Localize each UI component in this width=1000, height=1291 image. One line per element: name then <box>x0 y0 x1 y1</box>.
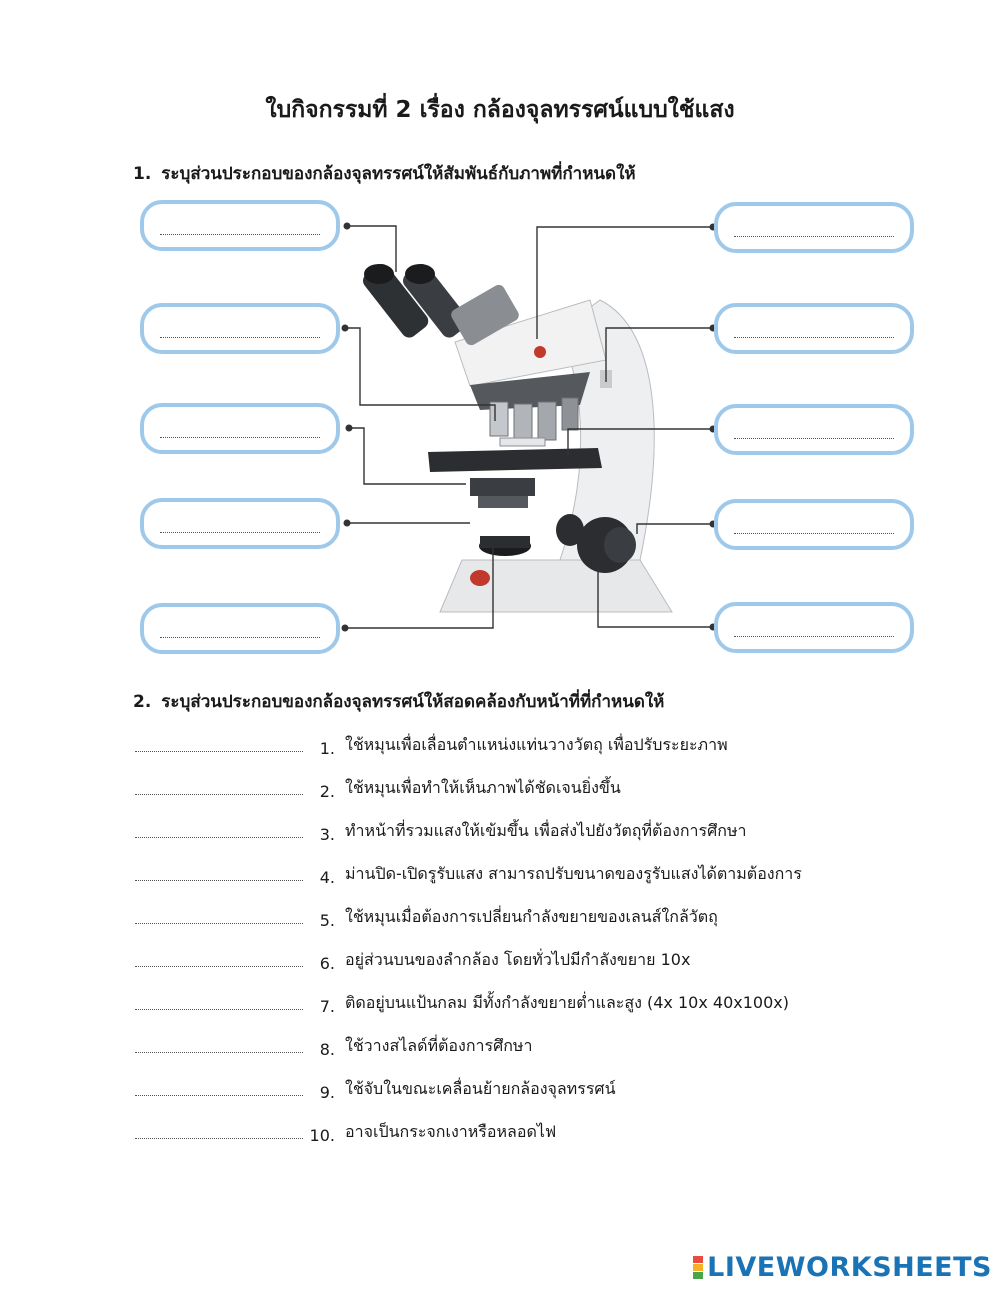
function-item-10 <box>135 1115 895 1145</box>
answer-box-right-4[interactable] <box>714 499 914 550</box>
focus-knob-illustration <box>556 514 636 573</box>
worksheet-title: ใบกิจกรรมที่ 2 เรื่อง กล้องจุลทรรศน์แบบใช้แสง <box>265 97 735 123</box>
item-text: ทำหน้าที่รวมแสงให้เข้มขึ้น เพื่อส่งไปยังวัตถุที่ต้องการศึกษา <box>345 821 747 840</box>
item-number: 4. <box>319 868 335 887</box>
item-text: ใช้วางสไลด์ที่ต้องการศึกษา <box>345 1036 533 1055</box>
item-number: 10. <box>309 1126 335 1145</box>
function-item-3 <box>135 814 895 844</box>
answer-box-left-2[interactable] <box>140 303 340 354</box>
answer-box-left-1[interactable] <box>140 200 340 251</box>
answer-blank-1[interactable] <box>135 750 303 752</box>
brand-name: LIVEWORKSHEETS <box>707 1251 992 1283</box>
question-1-heading <box>133 160 636 187</box>
answer-box-right-5[interactable] <box>714 602 914 653</box>
answer-box-right-1[interactable] <box>714 202 914 253</box>
question-1-text: ระบุส่วนประกอบของกล้องจุลทรรศน์ให้สัมพันธ์กับภาพที่กำหนดให้ <box>161 164 636 184</box>
answer-blank-7[interactable] <box>135 1008 303 1010</box>
item-number: 7. <box>319 997 335 1016</box>
function-item-2 <box>135 771 895 801</box>
leader-lines <box>345 226 713 628</box>
item-text: ติดอยู่บนแป้นกลม มีทั้งกำลังขยายต่ำและสูง (4x 10x 40x100x) <box>345 993 789 1012</box>
item-number: 9. <box>319 1083 335 1102</box>
item-number: 5. <box>319 911 335 930</box>
item-text: ใช้หมุนเมื่อต้องการเปลี่ยนกำลังขยายของเลนส์ใกล้วัตถุ <box>345 907 718 926</box>
item-text: อยู่ส่วนบนของลำกล้อง โดยทั่วไปมีกำลังขยาย 10x <box>345 950 691 969</box>
answer-blank-5[interactable] <box>135 922 303 924</box>
answer-blank-6[interactable] <box>135 965 303 967</box>
question-2-heading <box>133 688 664 715</box>
item-number: 6. <box>319 954 335 973</box>
function-item-1 <box>135 728 895 758</box>
item-number: 1. <box>319 739 335 758</box>
answer-blank-4[interactable] <box>135 879 303 881</box>
answer-box-left-4[interactable] <box>140 498 340 549</box>
function-item-6 <box>135 943 895 973</box>
function-item-4 <box>135 857 895 887</box>
item-text: ม่านปิด-เปิดรูรับแสง สามารถปรับขนาดของรูรับแสงได้ตามต้องการ <box>345 864 802 883</box>
item-text: ใช้จับในขณะเคลื่อนย้ายกล้องจุลทรรศน์ <box>345 1079 616 1098</box>
liveworksheets-logo-icon <box>693 1256 703 1279</box>
item-text: ใช้หมุนเพื่อเลื่อนตำแหน่งแท่นวางวัตถุ เพื่อปรับระยะภาพ <box>345 735 728 754</box>
leader-dots <box>342 223 717 632</box>
item-number: 2. <box>319 782 335 801</box>
answer-blank-3[interactable] <box>135 836 303 838</box>
answer-box-right-2[interactable] <box>714 303 914 354</box>
function-item-8 <box>135 1029 895 1059</box>
question-2-number: 2. <box>133 692 152 712</box>
question-1-number: 1. <box>133 164 152 184</box>
item-text: ใช้หมุนเพื่อทำให้เห็นภาพได้ชัดเจนยิ่งขึ้น <box>345 778 621 797</box>
function-item-9 <box>135 1072 895 1102</box>
answer-blank-2[interactable] <box>135 793 303 795</box>
answer-blank-10[interactable] <box>135 1137 303 1139</box>
item-number: 3. <box>319 825 335 844</box>
function-item-7 <box>135 986 895 1016</box>
item-number: 8. <box>319 1040 335 1059</box>
liveworksheets-brand <box>693 1252 992 1282</box>
answer-box-left-3[interactable] <box>140 403 340 454</box>
answer-box-right-3[interactable] <box>714 404 914 455</box>
eyepiece-illustration <box>360 261 521 347</box>
microscope-illustration <box>360 261 672 612</box>
answer-box-left-5[interactable] <box>140 603 340 654</box>
objective-lenses-illustration <box>490 398 578 444</box>
function-item-5 <box>135 900 895 930</box>
item-text: อาจเป็นกระจกเงาหรือหลอดไฟ <box>345 1122 557 1141</box>
answer-blank-8[interactable] <box>135 1051 303 1053</box>
answer-blank-9[interactable] <box>135 1094 303 1096</box>
question-2-text: ระบุส่วนประกอบของกล้องจุลทรรศน์ให้สอดคล้องกับหน้าที่ที่กำหนดให้ <box>161 692 665 712</box>
